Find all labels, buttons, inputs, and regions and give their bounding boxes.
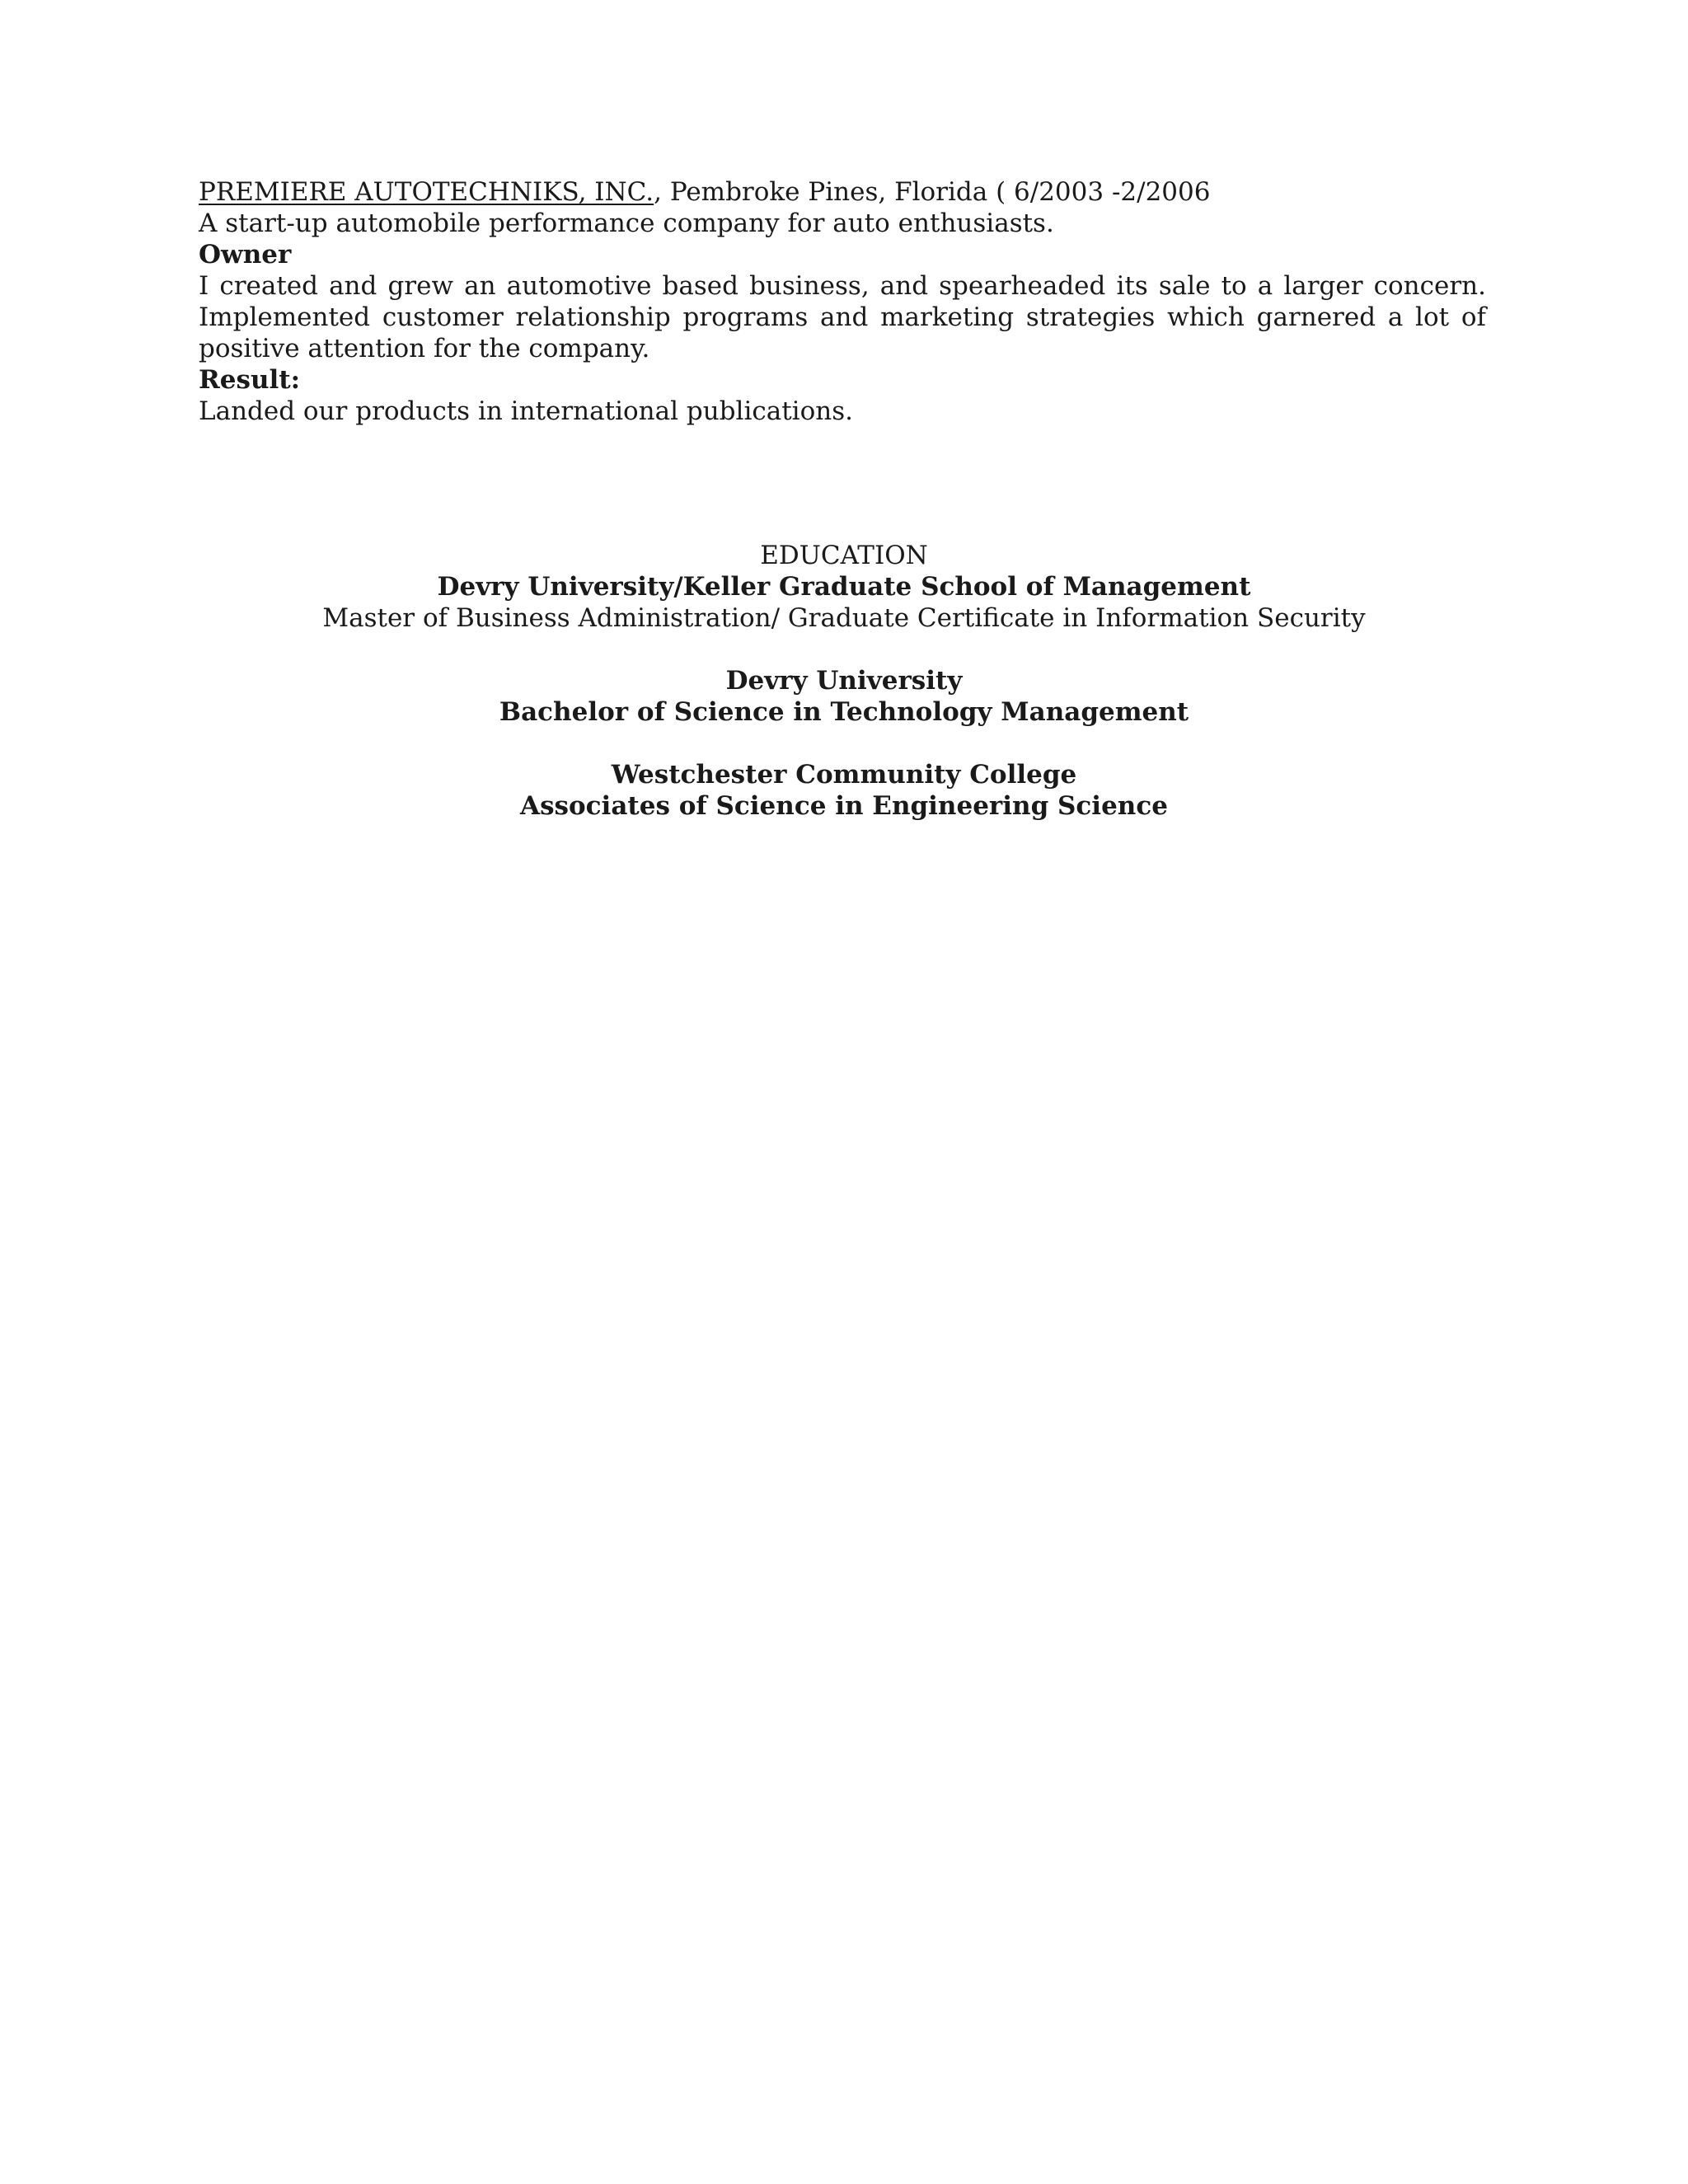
school-name: Westchester Community College <box>611 760 1077 790</box>
result-label: Result: <box>199 365 301 395</box>
degree-name: Master of Business Administration/ Graduate Certificate in Information Security <box>322 603 1366 633</box>
company-name: PREMIERE AUTOTECHNIKS, INC. <box>199 177 654 207</box>
education-entry <box>0 665 1688 728</box>
experience-section <box>199 176 1486 427</box>
education-entry <box>0 759 1688 822</box>
degree-name: Associates of Science in Engineering Science <box>520 791 1168 821</box>
company-header-line <box>199 176 1486 208</box>
school-name: Devry University/Keller Graduate School of Management <box>437 572 1251 602</box>
company-description: A start-up automobile performance company for auto enthusiasts. <box>199 209 1054 238</box>
education-heading: EDUCATION <box>760 541 928 570</box>
degree-name: Bachelor of Science in Technology Management <box>499 697 1189 727</box>
company-location-dates: , Pembroke Pines, Florida ( 6/2003 -2/2006 <box>654 177 1211 207</box>
job-duties: I created and grew an automotive based business, and spearheaded its sale to a larger concern. Implemented customer relationship programs and marketing strategies which garnered a lot of positive attention for the company. <box>199 271 1486 363</box>
education-entry <box>0 571 1688 634</box>
result-text: Landed our products in international publications. <box>199 396 853 426</box>
school-name: Devry University <box>725 666 963 696</box>
education-section <box>0 540 1688 853</box>
job-title: Owner <box>199 240 292 269</box>
